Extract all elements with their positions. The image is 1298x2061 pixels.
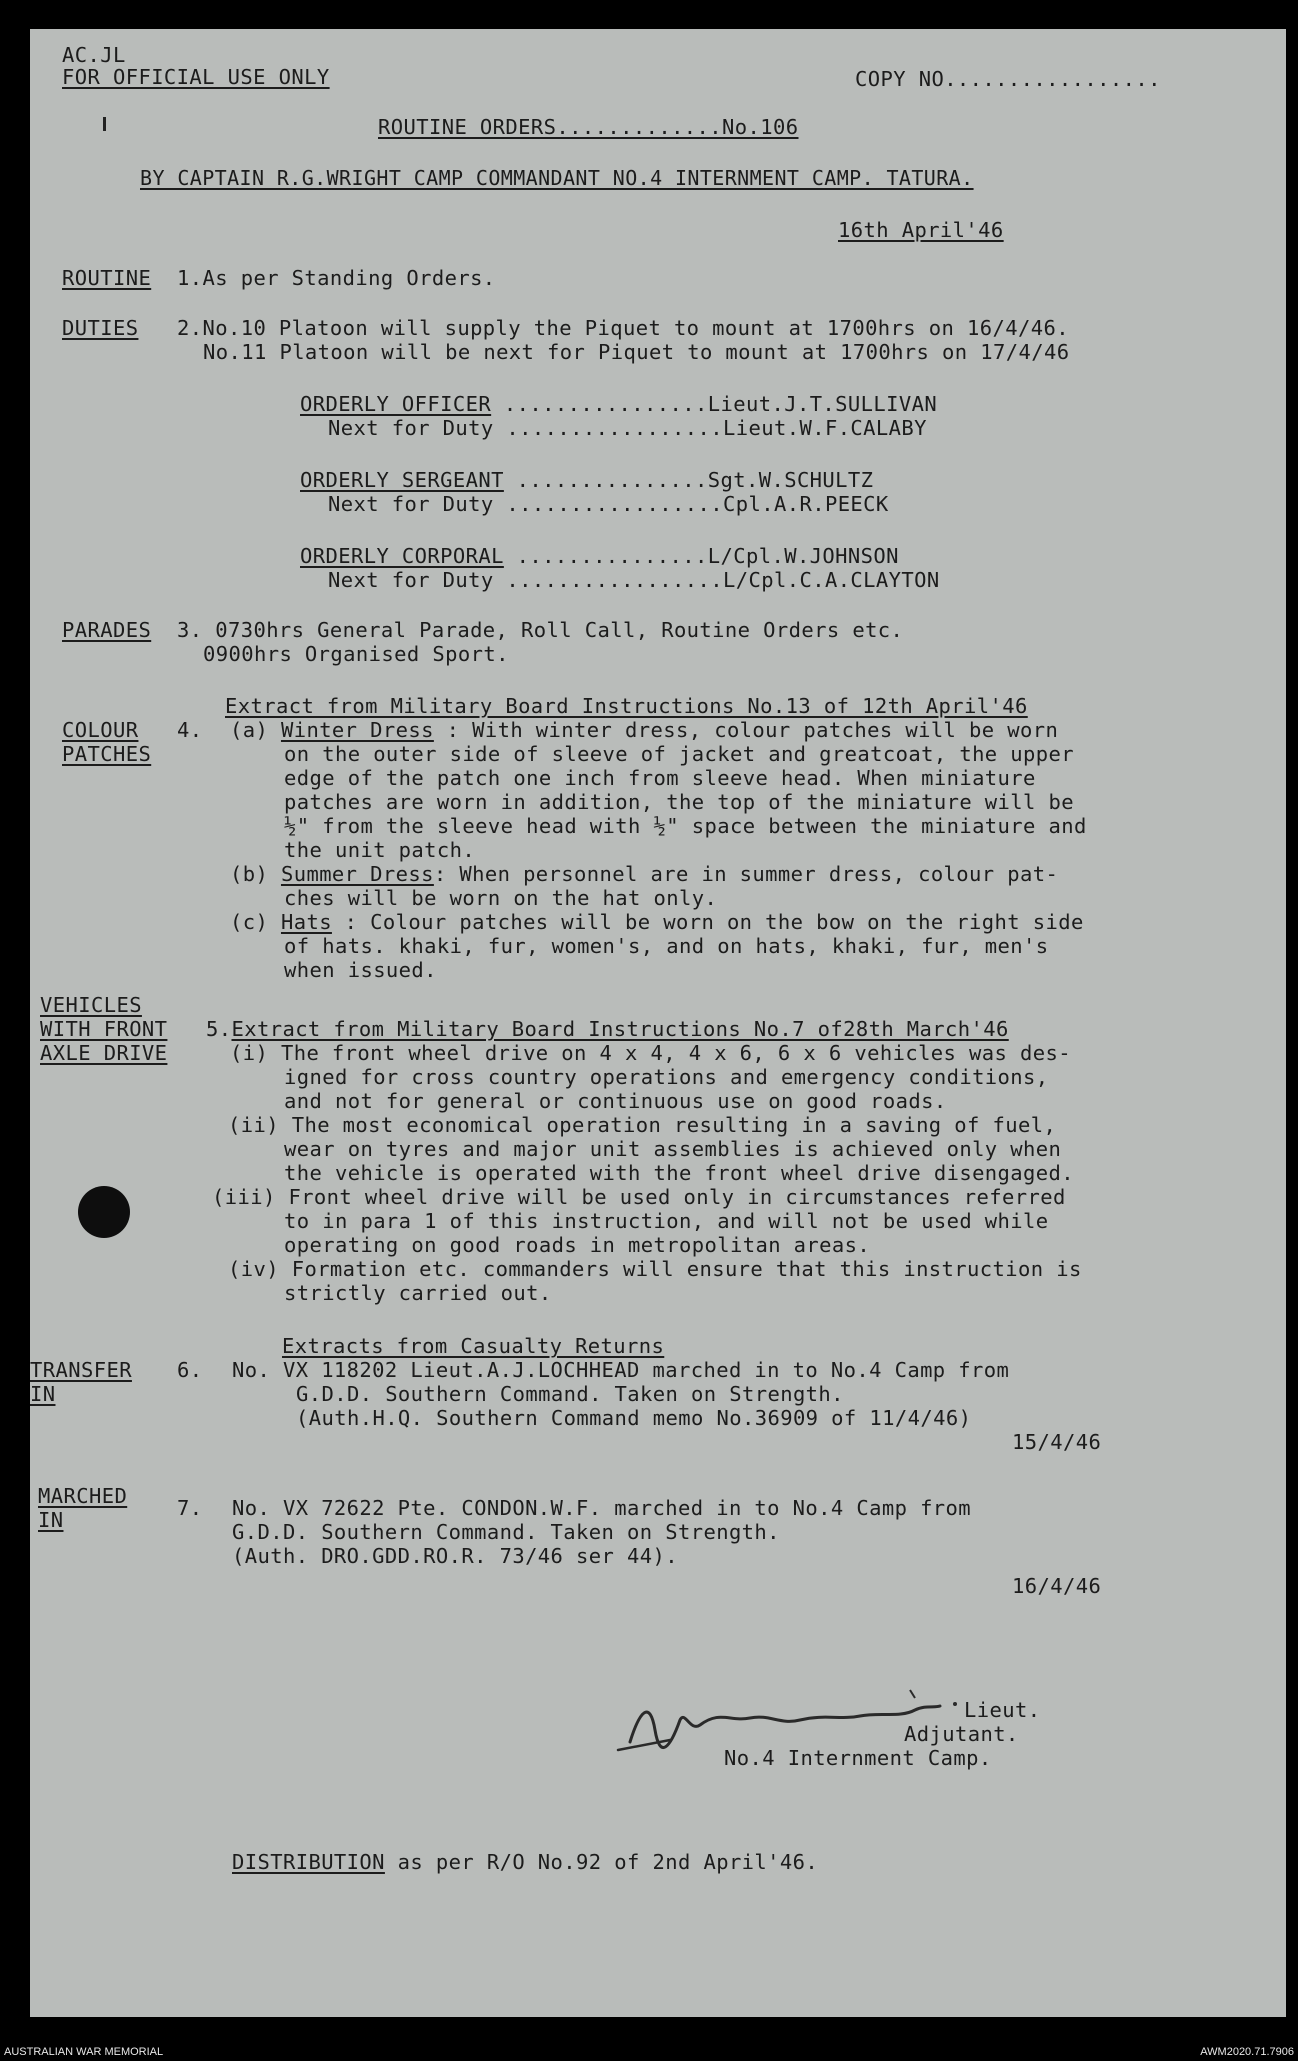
marched-line-3: (Auth. DRO.GDD.RO.R. 73/46 ser 44). <box>232 1544 678 1568</box>
transfer-line-3: (Auth.H.Q. Southern Command memo No.36909 of 11/4/46) <box>296 1406 972 1430</box>
orderly-officer-row <box>300 392 937 416</box>
winter-dress-text: : With winter dress, colour patches will be worn <box>433 718 1059 742</box>
ink-blot <box>78 1186 130 1238</box>
signatory-rank: Lieut. <box>964 1698 1041 1722</box>
marched-label-1: MARCHED <box>38 1484 128 1508</box>
reference-initials: AC.JL <box>62 43 126 67</box>
sergeant-next-row <box>328 492 889 516</box>
vehicles-label-1: VEHICLES <box>40 993 142 1017</box>
corporal-next-name: .................L/Cpl.C.A.CLAYTON <box>493 568 940 592</box>
distribution-text: as per R/O No.92 of 2nd April'46. <box>384 1850 819 1874</box>
winter-dress-line-5: ½" from the sleeve head with ½" space between the miniature and <box>284 814 1087 838</box>
duties-label: DUTIES <box>62 316 139 340</box>
vehicles-i-line-1: (i) The front wheel drive on 4 x 4, 4 x 6, 6 x 6 vehicles was des- <box>230 1041 1071 1065</box>
parades-line-1: 3. 0730hrs General Parade, Roll Call, Routine Orders etc. <box>177 618 904 642</box>
summer-dress-title: Summer Dress <box>280 862 434 886</box>
parades-label: PARADES <box>62 618 152 642</box>
item-b-prefix: (b) <box>230 862 281 886</box>
vehicles-iii-line-3: operating on good roads in metropolitan areas. <box>284 1233 871 1257</box>
orderly-sergeant-name: ...............Sgt.W.SCHULTZ <box>503 468 874 492</box>
hats-line-3: when issued. <box>284 958 437 982</box>
summer-dress-line-2: ches will be worn on the hat only. <box>284 886 718 910</box>
orderly-officer-name: ................Lieut.J.T.SULLIVAN <box>491 392 938 416</box>
orderly-corporal-label: ORDERLY CORPORAL <box>300 544 504 568</box>
winter-dress-line-2: on the outer side of sleeve of jacket and greatcoat, the upper <box>284 742 1075 766</box>
vehicles-iii-line-2: to in para 1 of this instruction, and will not be used while <box>284 1209 1049 1233</box>
winter-dress-line-3: edge of the patch one inch from sleeve head. When miniature <box>284 766 1036 790</box>
colour-label-1: COLOUR <box>62 718 139 742</box>
marched-date: 16/4/46 <box>1012 1574 1102 1598</box>
marched-label-2: IN <box>38 1508 64 1532</box>
archive-credit: AUSTRALIAN WAR MEMORIAL <box>4 2046 164 2058</box>
corporal-next-label: Next for Duty <box>328 568 494 592</box>
vehicles-ii-line-2: wear on tyres and major unit assemblies is achieved only when <box>284 1137 1062 1161</box>
transfer-label-2: IN <box>30 1382 56 1406</box>
distribution-line <box>232 1850 818 1874</box>
signatory-unit: No.4 Internment Camp. <box>724 1746 992 1770</box>
winter-dress-line-6: the unit patch. <box>284 838 476 862</box>
vehicles-iv-line-2: strictly carried out. <box>284 1281 552 1305</box>
archive-reference: AWM2020.71.7906 <box>1200 2046 1294 2058</box>
orderly-corporal-name: ...............L/Cpl.W.JOHNSON <box>503 544 899 568</box>
routine-label: ROUTINE <box>62 266 152 290</box>
routine-text: 1.As per Standing Orders. <box>177 266 496 290</box>
marched-item-number: 7. <box>177 1496 203 1520</box>
hats-line-1 <box>230 910 1084 934</box>
signatory-role: Adjutant. <box>904 1722 1019 1746</box>
orderly-sergeant-row <box>300 468 873 492</box>
issuer-line: BY CAPTAIN R.G.WRIGHT CAMP COMMANDANT NO.4 INTERNMENT CAMP. TATURA. <box>140 166 974 190</box>
orderly-corporal-row <box>300 544 899 568</box>
distribution-label: DISTRIBUTION <box>232 1850 385 1874</box>
vehicles-iv-line-1: (iv) Formation etc. commanders will ensure that this instruction is <box>228 1257 1082 1281</box>
vehicles-heading: Extract from Military Board Instructions No.7 of28th March'46 <box>231 1017 1009 1041</box>
duties-line-1: 2.No.10 Platoon will supply the Piquet to mount at 1700hrs on 16/4/46. <box>177 316 1069 340</box>
vehicles-ii-line-3: the vehicle is operated with the front wheel drive disengaged. <box>284 1161 1075 1185</box>
winter-dress-line-4: patches are worn in addition, the top of the miniature will be <box>284 790 1075 814</box>
document-title <box>378 115 799 139</box>
hats-line-2: of hats. khaki, fur, women's, and on hats, khaki, fur, men's <box>284 934 1049 958</box>
duties-line-2: No.11 Platoon will be next for Piquet to mount at 1700hrs on 17/4/46 <box>203 340 1070 364</box>
marched-line-2: G.D.D. Southern Command. Taken on Strength. <box>232 1520 780 1544</box>
title-text: ROUTINE ORDERS.............No.106 <box>378 115 799 139</box>
vehicles-label-3: AXLE DRIVE <box>40 1041 168 1065</box>
transfer-label-1: TRANSFER <box>30 1358 132 1382</box>
vehicles-item-number: 5. <box>206 1017 232 1041</box>
punch-mark <box>103 117 106 131</box>
item-a-prefix: (a) <box>230 718 281 742</box>
hats-text: : Colour patches will be worn on the bow on the right side <box>331 910 1084 934</box>
corporal-next-row <box>328 568 940 592</box>
officer-next-name: .................Lieut.W.F.CALABY <box>493 416 927 440</box>
hats-title: Hats <box>280 910 332 934</box>
transfer-date: 15/4/46 <box>1012 1430 1102 1454</box>
winter-dress-title: Winter Dress <box>280 718 434 742</box>
marched-line-1: No. VX 72622 Pte. CONDON.W.F. marched in to No.4 Camp from <box>232 1496 972 1520</box>
colour-label-2: PATCHES <box>62 742 152 766</box>
colour-item-number: 4. <box>177 718 203 742</box>
officer-next-row <box>328 416 927 440</box>
colour-patches-heading: Extract from Military Board Instructions No.13 of 12th April'46 <box>225 694 1028 718</box>
casualty-heading: Extracts from Casualty Returns <box>282 1334 665 1358</box>
classification: FOR OFFICIAL USE ONLY <box>62 65 330 89</box>
transfer-item-number: 6. <box>177 1358 203 1382</box>
orderly-officer-label: ORDERLY OFFICER <box>300 392 492 416</box>
vehicles-i-line-2: igned for cross country operations and emergency conditions, <box>284 1065 1049 1089</box>
vehicles-ii-line-1: (ii) The most economical operation resulting in a saving of fuel, <box>228 1113 1057 1137</box>
officer-next-label: Next for Duty <box>328 416 494 440</box>
orderly-sergeant-label: ORDERLY SERGEANT <box>300 468 504 492</box>
vehicles-heading-row <box>206 1017 1009 1041</box>
vehicles-i-line-3: and not for general or continuous use on good roads. <box>284 1089 947 1113</box>
vehicles-label-2: WITH FRONT <box>40 1017 168 1041</box>
winter-dress-line-1 <box>230 718 1058 742</box>
copy-number: COPY NO................. <box>855 67 1161 91</box>
summer-dress-text: : When personnel are in summer dress, colour pat- <box>433 862 1059 886</box>
sergeant-next-name: .................Cpl.A.R.PEECK <box>493 492 889 516</box>
summer-dress-line-1 <box>230 862 1058 886</box>
sergeant-next-label: Next for Duty <box>328 492 494 516</box>
vehicles-iii-line-1: (iii) Front wheel drive will be used only in circumstances referred <box>212 1185 1066 1209</box>
transfer-line-1: No. VX 118202 Lieut.A.J.LOCHHEAD marched in to No.4 Camp from <box>232 1358 1010 1382</box>
parades-line-2: 0900hrs Organised Sport. <box>203 642 509 666</box>
transfer-line-2: G.D.D. Southern Command. Taken on Strength. <box>296 1382 844 1406</box>
order-date: 16th April'46 <box>838 218 1004 242</box>
item-c-prefix: (c) <box>230 910 281 934</box>
